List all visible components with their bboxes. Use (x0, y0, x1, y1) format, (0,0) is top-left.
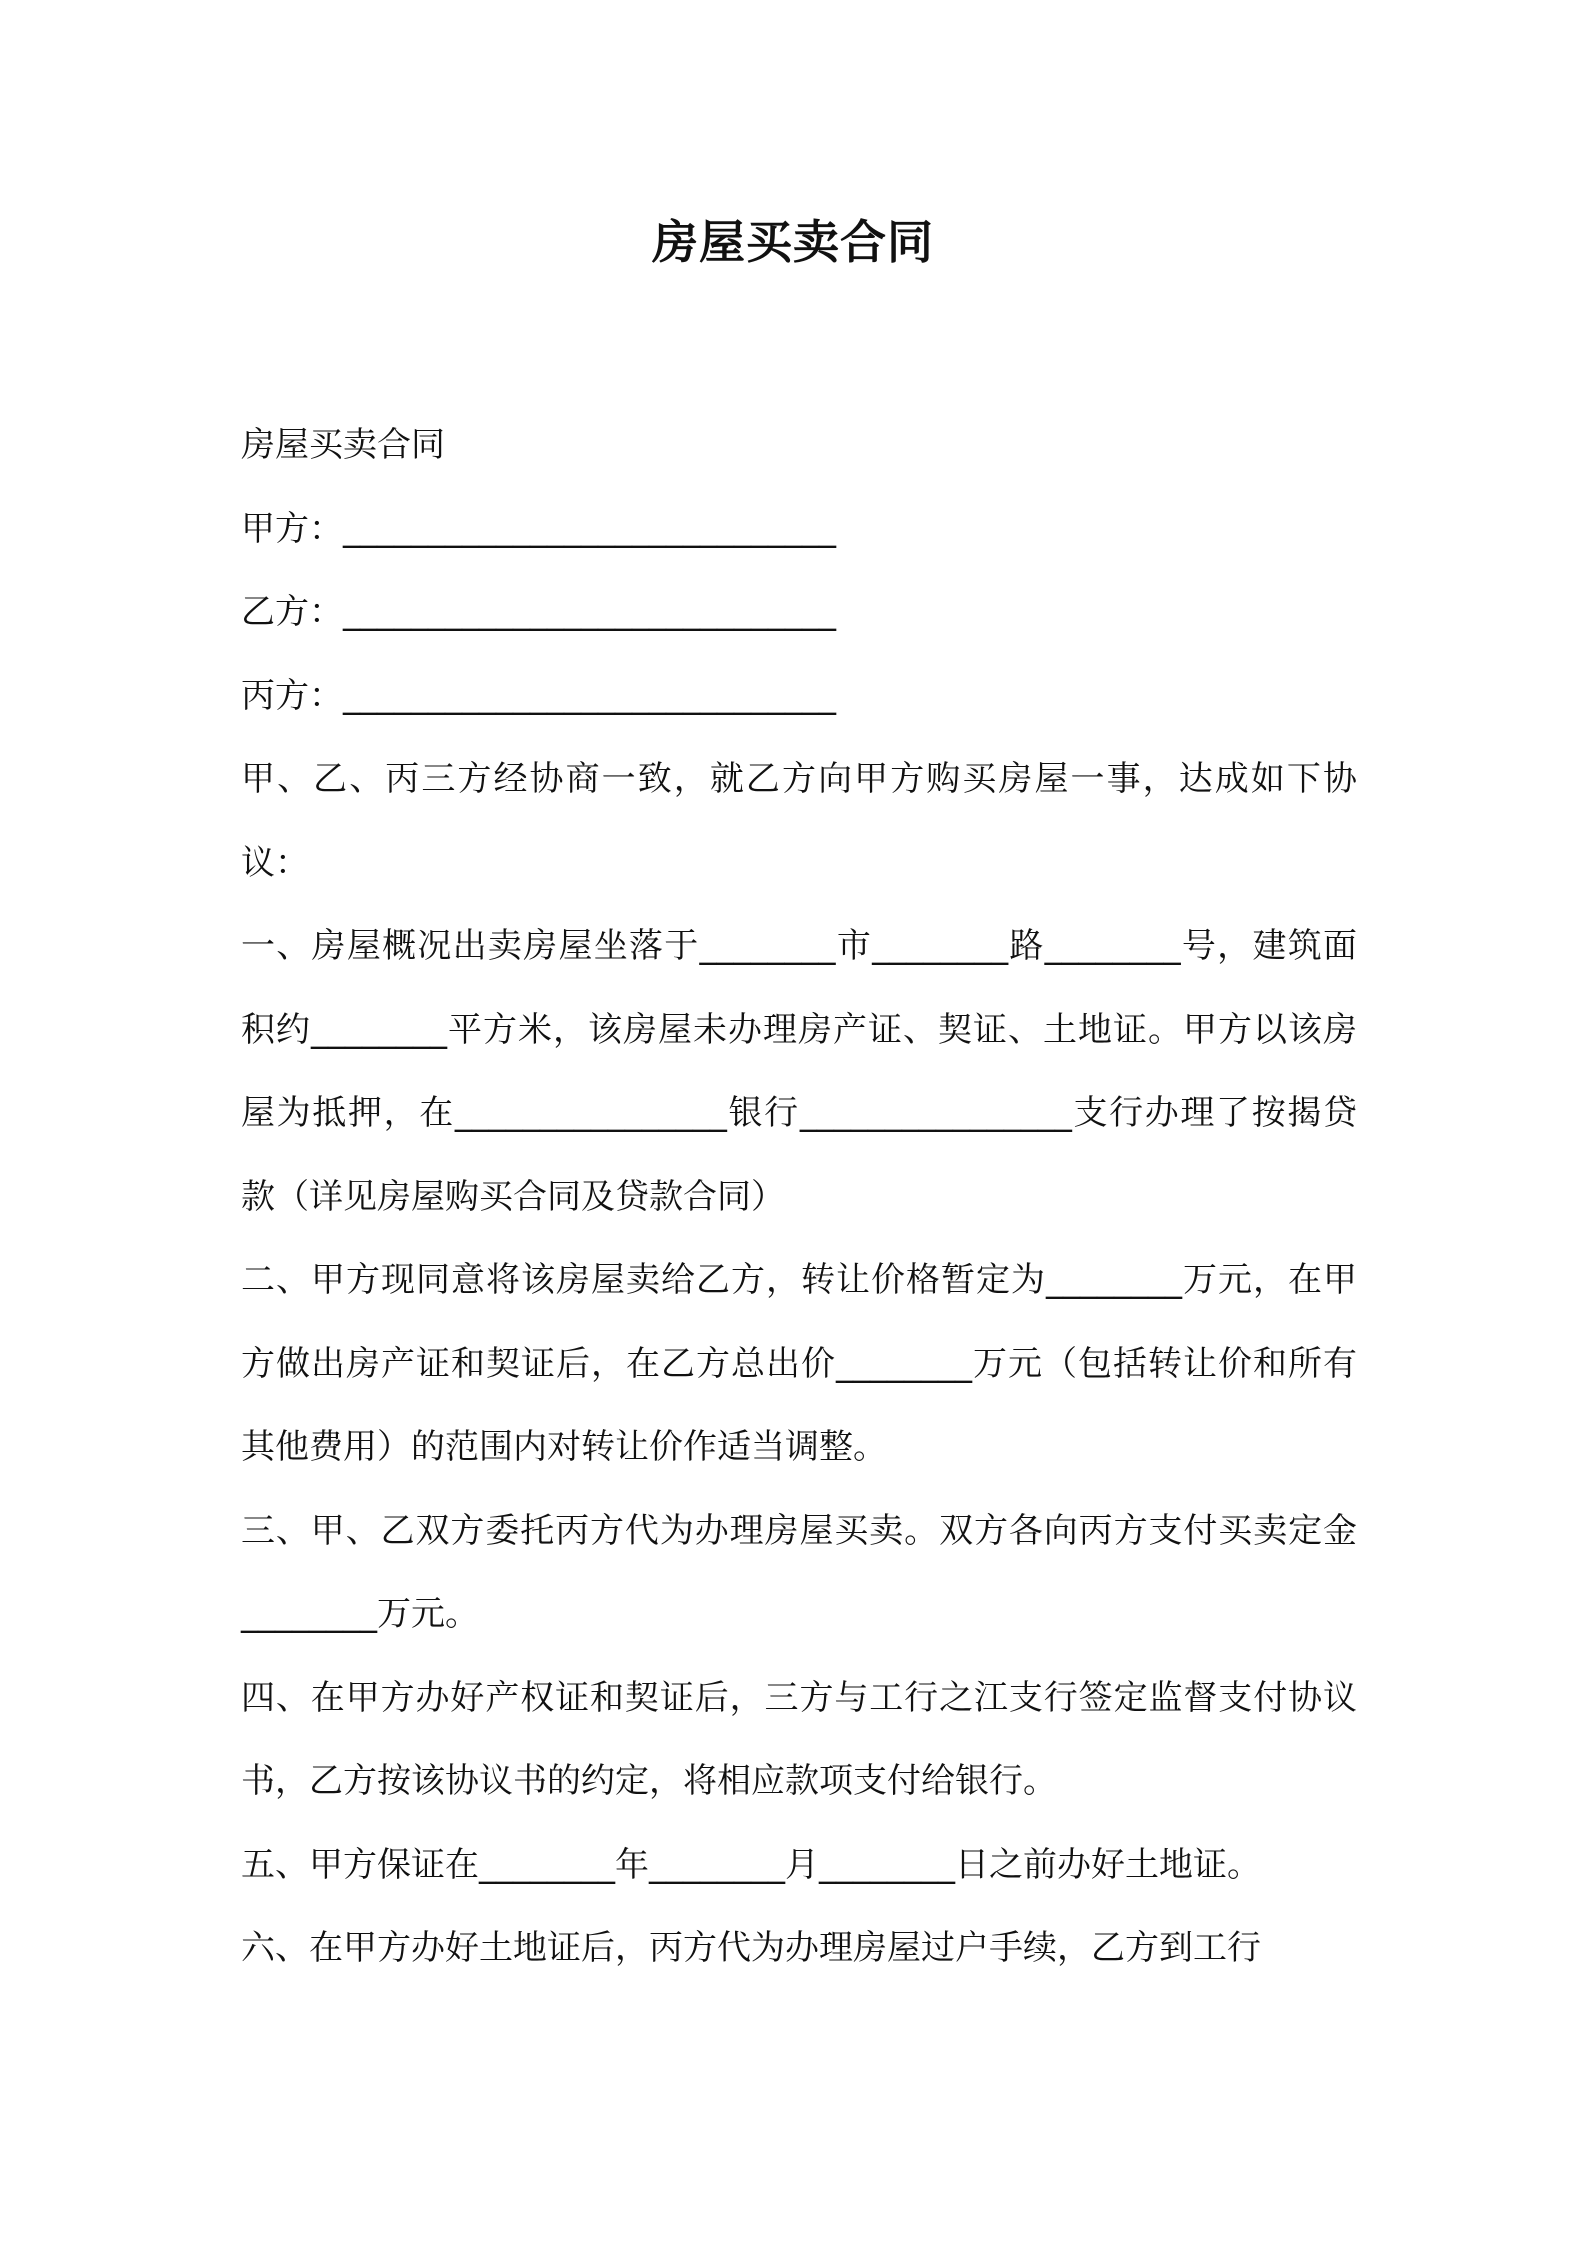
party-b-line: 乙方：_____________________________ (241, 592, 836, 632)
document-body (241, 404, 1357, 1991)
clause-3-paragraph: 三、甲、乙双方委托丙方代为办理房屋买卖。双方各向丙方支付买卖定金________万元。 (241, 1510, 1357, 1634)
clause-1-paragraph: 一、房屋概况出卖房屋坐落于________市________路________号，建筑面积约________平方米，该房屋未办理房产证、契证、土地证。甲方以该房屋为抵押，在________________银行________________支行办理了按揭贷款（详见房屋购买合同及贷款合同） (241, 926, 1357, 1217)
clause-6-paragraph: 六、在甲方办好土地证后，丙方代为办理房屋过户手续，乙方到工行 (241, 1928, 1261, 1968)
subtitle-paragraph: 房屋买卖合同 (241, 425, 445, 465)
clause-2-paragraph: 二、甲方现同意将该房屋卖给乙方，转让价格暂定为________万元，在甲方做出房产证和契证后，在乙方总出价________万元（包括转让价和所有其他费用）的范围内对转让价作适当调整。 (241, 1260, 1357, 1467)
clause-4-paragraph: 四、在甲方办好产权证和契证后，三方与工行之江支行签定监督支付协议书，乙方按该协议书的约定，将相应款项支付给银行。 (241, 1677, 1357, 1801)
party-a-line: 甲方：_____________________________ (241, 508, 836, 549)
clause-5-paragraph: 五、甲方保证在________年________月________日之前办好土地证。 (241, 1844, 1261, 1885)
document-title: 房屋买卖合同 (652, 215, 934, 269)
preamble-paragraph: 甲、乙、丙三方经协商一致，就乙方向甲方购买房屋一事，达成如下协议： (241, 759, 1357, 883)
party-c-line: 丙方：_____________________________ (241, 675, 836, 716)
